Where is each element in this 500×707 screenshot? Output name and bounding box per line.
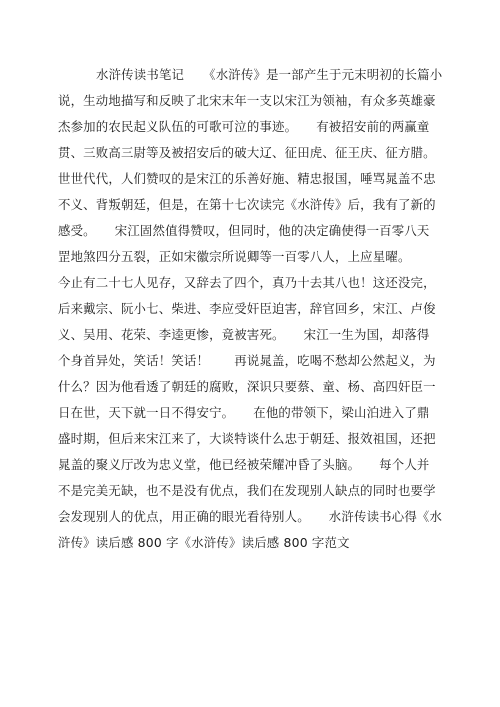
text-line: 会发现别人的优点，用正确的眼光看待别人。 水浒传读书心得《水 bbox=[58, 509, 443, 524]
text-line: 世世代代，人们赞叹的是宋江的乐善好施、精忠报国，唾骂晁盖不忠 bbox=[58, 171, 436, 186]
text-line: 不义、背叛朝廷，但是，在第十七次读完《水浒传》后，我有了新的 bbox=[58, 197, 436, 212]
text-line: 后来戴宗、阮小七、柴进、李应受奸臣迫害，辞官回乡，宋江、卢俊 bbox=[58, 301, 436, 316]
text-line: 日在世，天下就一日不得安宁。 在他的带领下，梁山泊进入了鼎 bbox=[58, 405, 430, 420]
text-line: 义、吴用、花荣、李逵更惨，竟被害死。 宋江一生为国，却落得 bbox=[58, 327, 430, 342]
text-line: 罡地煞四分五裂，正如宋徽宗所说卿等一百零八人，上应星曜。 bbox=[58, 249, 411, 264]
text-line: 盛时期，但后来宋江来了，大谈特谈什么忠于朝廷、报效祖国，还把 bbox=[58, 431, 436, 446]
text-line: 什么？因为他看透了朝廷的腐败，深识只要蔡、童、杨、高四奸臣一 bbox=[58, 379, 436, 394]
text-line: 不是完美无缺，也不是没有优点，我们在发现别人缺点的同时也要学 bbox=[58, 483, 436, 498]
text-line: 说，生动地描写和反映了北宋末年一支以宋江为领袖，有众多英雄豪 bbox=[58, 93, 436, 108]
text-line: 杰参加的农民起义队伍的可歌可泣的事迹。 有被招安前的两赢童 bbox=[58, 119, 430, 134]
text-line: 晁盖的聚义厅改为忠义堂，他已经被荣耀冲昏了头脑。 每个人并 bbox=[58, 457, 430, 472]
text-line: 浒传》读后感 800 字《水浒传》读后感 800 字范文 bbox=[58, 535, 350, 550]
text-line: 贯、三败高三尉等及被招安后的破大辽、征田虎、征王庆、征方腊。 bbox=[58, 145, 436, 160]
essay-body bbox=[58, 62, 448, 556]
text-line: 个身首异处，笑话！笑话！ 再说晁盖，吃喝不愁却公然起义，为 bbox=[58, 353, 436, 368]
text-line: 感受。 宋江固然值得赞叹，但同时，他的决定确使得一百零八天 bbox=[58, 223, 430, 238]
text-line: 今止有二十七人见存，又辞去了四个，真乃十去其八也！这还没完， bbox=[58, 275, 436, 290]
text-line: 水浒传读书笔记 《水浒传》是一部产生于元末明初的长篇小 bbox=[96, 67, 443, 82]
